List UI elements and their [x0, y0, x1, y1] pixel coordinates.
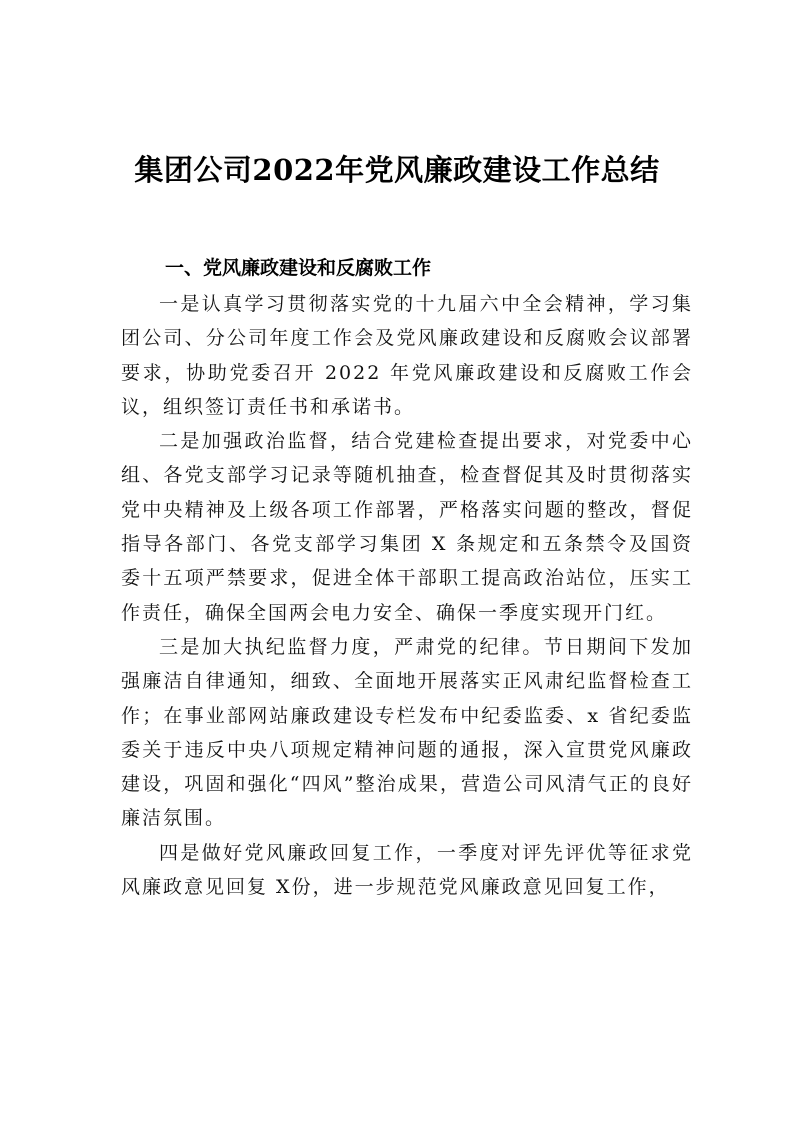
paragraph: 二是加强政治监督，结合党建检查提出要求，对党委中心组、各党支部学习记录等随机抽查，检查督促其及时贯彻落实党中央精神及上级各项工作部署，严格落实问题的整改，督促指导各部门、各党支部学习集团 X 条规定和五条禁令及国资委十五项严禁要求，促进全体干部职工提高政治站位，压实工作责任，确保全国两会电力安全、确保一季度实现开门红。 [121, 430, 693, 624]
document-body [121, 287, 693, 904]
document-title: 集团公司2022年党风廉政建设工作总结 [134, 153, 660, 187]
paragraph: 一是认真学习贯彻落实党的十九届六中全会精神，学习集团公司、分公司年度工作会及党风廉政建设和反腐败会议部署要求，协助党委召开 2022 年党风廉政建设和反腐败工作会议，组织签订责任书和承诺书。 [121, 293, 693, 418]
paragraph: 三是加大执纪监督力度，严肃党的纪律。节日期间下发加强廉洁自律通知，细致、全面地开展落实正风肃纪监督检查工作；在事业部网站廉政建设专栏发布中纪委监委、x 省纪委监委关于违反中央八项规定精神问题的通报，深入宣贯党风廉政建设，巩固和强化“四风”整治成果，营造公司风清气正的良好廉洁氛围。 [121, 635, 693, 830]
paragraph: 四是做好党风廉政回复工作，一季度对评先评优等征求党风廉政意见回复 X份，进一步规范党风廉政意见回复工作， [121, 841, 693, 899]
section-heading: 一、党风廉政建设和反腐败工作 [165, 257, 432, 279]
